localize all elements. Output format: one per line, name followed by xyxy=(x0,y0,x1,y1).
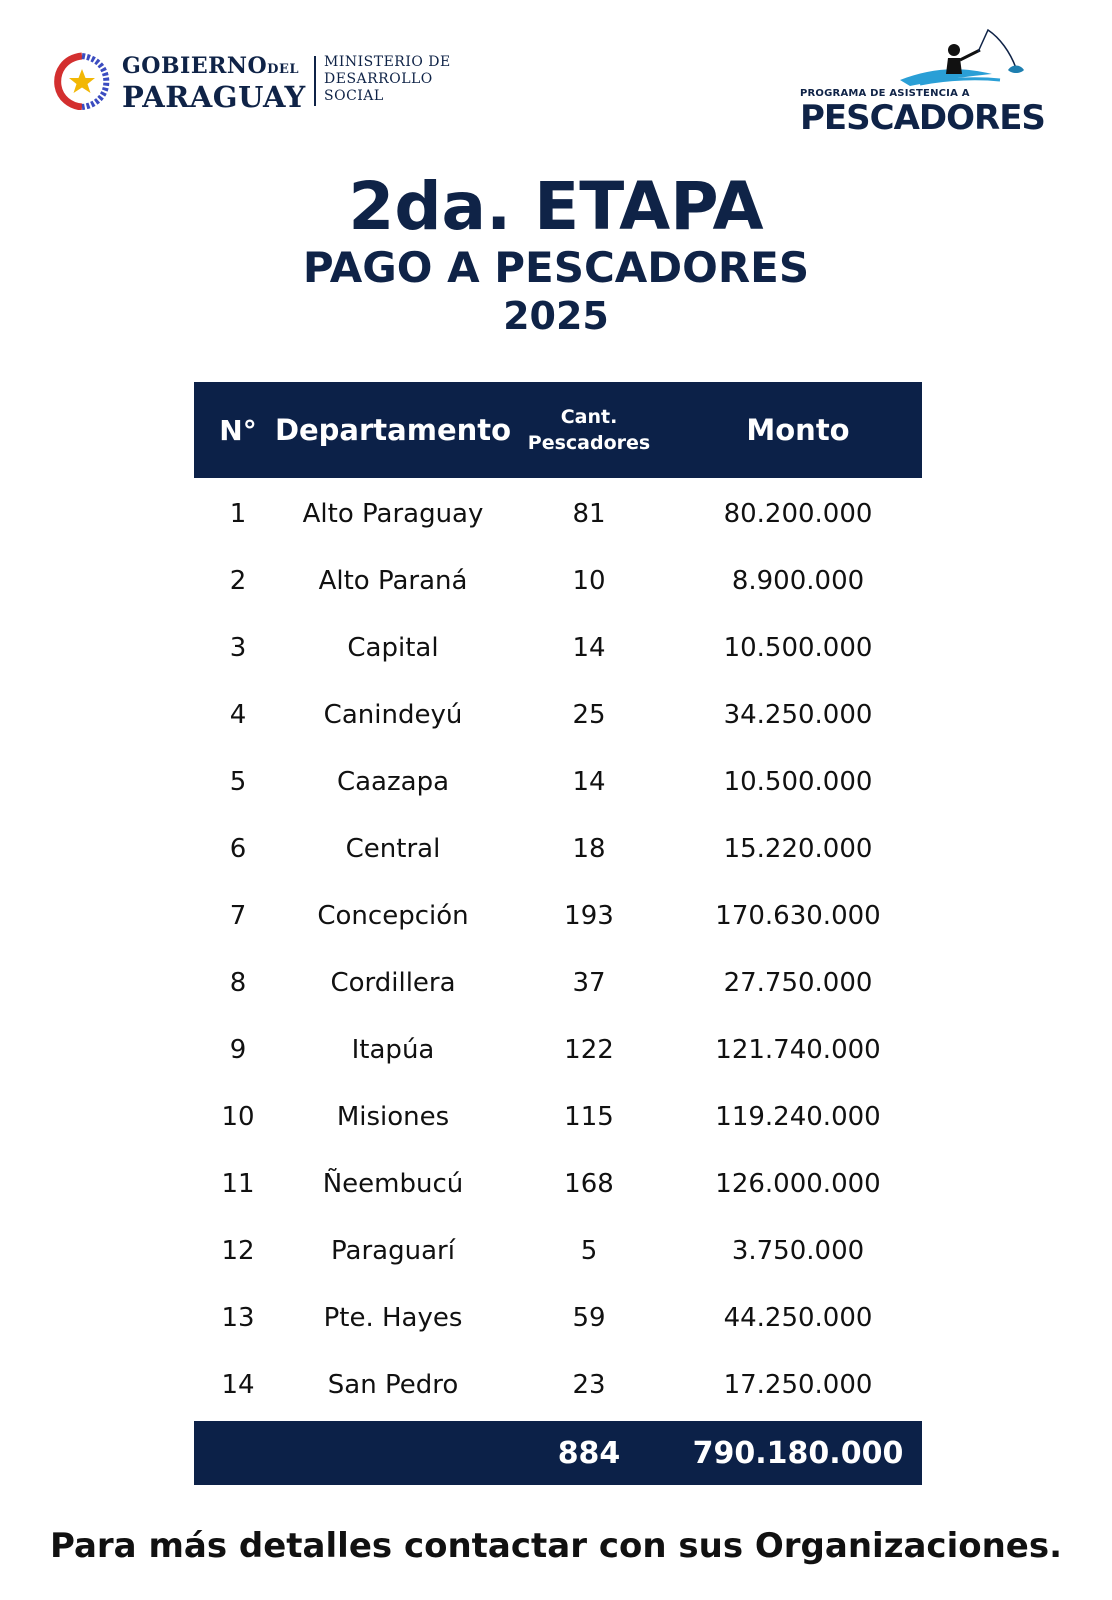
row-num: 1 xyxy=(229,498,247,529)
ministry-line-1: MINISTERIO DE xyxy=(324,54,451,70)
program-title: PESCADORES xyxy=(800,98,1045,138)
table-row xyxy=(194,1083,922,1150)
row-departamento: Central xyxy=(345,833,441,864)
table-row xyxy=(194,547,922,614)
row-monto: 10.500.000 xyxy=(723,766,873,797)
logo-divider xyxy=(314,56,316,106)
row-num: 8 xyxy=(229,967,247,998)
government-name xyxy=(122,54,306,112)
row-departamento: Alto Paraná xyxy=(318,565,468,596)
row-cant: 115 xyxy=(564,1101,614,1132)
row-num: 12 xyxy=(221,1235,255,1266)
header-monto: Monto xyxy=(746,413,850,447)
page-year: 2025 xyxy=(503,294,609,338)
page-subtitle: PAGO A PESCADORES xyxy=(302,243,810,292)
table-row xyxy=(194,1016,922,1083)
row-num: 7 xyxy=(229,900,247,931)
table-row xyxy=(194,614,922,681)
table-row xyxy=(194,480,922,547)
row-cant: 168 xyxy=(564,1168,614,1199)
gov-gobierno-text: GOBIERNO xyxy=(122,53,268,79)
table-row xyxy=(194,1150,922,1217)
program-logo xyxy=(800,28,1045,138)
gov-paraguay-text: PARAGUAY xyxy=(122,80,306,114)
row-monto: 44.250.000 xyxy=(723,1302,873,1333)
row-departamento: Canindeyú xyxy=(323,699,463,730)
row-cant: 59 xyxy=(572,1302,606,1333)
row-cant: 14 xyxy=(572,632,606,663)
table-row xyxy=(194,949,922,1016)
row-cant: 81 xyxy=(572,498,606,529)
payments-table xyxy=(194,382,922,1485)
row-cant: 5 xyxy=(580,1235,598,1266)
row-departamento: Misiones xyxy=(336,1101,450,1132)
row-monto: 121.740.000 xyxy=(715,1034,881,1065)
header-cant-line2: Pescadores xyxy=(527,432,651,454)
row-cant: 193 xyxy=(564,900,614,931)
ministry-line-3: SOCIAL xyxy=(324,88,384,104)
row-departamento: San Pedro xyxy=(327,1369,459,1400)
table-row xyxy=(194,681,922,748)
row-num: 14 xyxy=(221,1369,255,1400)
row-monto: 80.200.000 xyxy=(723,498,873,529)
row-cant: 18 xyxy=(572,833,606,864)
row-departamento: Caazapa xyxy=(336,766,450,797)
table-header xyxy=(194,382,922,478)
row-num: 9 xyxy=(229,1034,247,1065)
row-monto: 34.250.000 xyxy=(723,699,873,730)
program-subtitle: PROGRAMA DE ASISTENCIA A xyxy=(800,88,970,99)
row-monto: 170.630.000 xyxy=(715,900,881,931)
row-cant: 14 xyxy=(572,766,606,797)
row-monto: 126.000.000 xyxy=(715,1168,881,1199)
ministry-name xyxy=(324,54,451,105)
table-row xyxy=(194,1284,922,1351)
row-cant: 25 xyxy=(572,699,606,730)
row-num: 6 xyxy=(229,833,247,864)
row-cant: 122 xyxy=(564,1034,614,1065)
row-num: 11 xyxy=(221,1168,255,1199)
row-cant: 37 xyxy=(572,967,606,998)
table-row xyxy=(194,748,922,815)
gov-del-text: DEL xyxy=(267,62,299,77)
ministry-line-2: DESARROLLO xyxy=(324,71,433,87)
row-departamento: Capital xyxy=(347,632,439,663)
row-num: 3 xyxy=(229,632,247,663)
row-num: 10 xyxy=(221,1101,255,1132)
row-departamento: Ñeembucú xyxy=(322,1168,464,1199)
footer-note: Para más detalles contactar con sus Organizaciones. xyxy=(49,1526,1063,1566)
row-monto: 119.240.000 xyxy=(715,1101,881,1132)
row-monto: 15.220.000 xyxy=(723,833,873,864)
header-cant-line1: Cant. xyxy=(560,406,618,428)
row-departamento: Alto Paraguay xyxy=(302,498,484,529)
government-logo xyxy=(52,52,472,112)
row-departamento: Cordillera xyxy=(330,967,456,998)
row-departamento: Pte. Hayes xyxy=(323,1302,463,1333)
paraguay-seal-icon xyxy=(52,52,112,110)
row-num: 5 xyxy=(229,766,247,797)
row-cant: 10 xyxy=(572,565,606,596)
row-departamento: Paraguarí xyxy=(331,1235,455,1266)
row-monto: 10.500.000 xyxy=(723,632,873,663)
row-departamento: Concepción xyxy=(317,900,469,931)
row-departamento: Itapúa xyxy=(351,1034,435,1065)
header-num: N° xyxy=(219,413,257,447)
header-cant-pescadores xyxy=(504,382,674,478)
row-num: 4 xyxy=(229,699,247,730)
row-monto: 17.250.000 xyxy=(723,1369,873,1400)
row-monto: 3.750.000 xyxy=(731,1235,865,1266)
header-departamento: Departamento xyxy=(274,413,512,447)
table-row xyxy=(194,815,922,882)
table-body xyxy=(194,480,922,1418)
table-row xyxy=(194,1217,922,1284)
table-totals xyxy=(194,1421,922,1485)
total-monto: 790.180.000 xyxy=(692,1435,904,1471)
row-monto: 8.900.000 xyxy=(731,565,865,596)
total-cant: 884 xyxy=(557,1435,621,1471)
table-row xyxy=(194,1351,922,1418)
table-row xyxy=(194,882,922,949)
page-title: 2da. ETAPA xyxy=(348,168,764,245)
row-num: 13 xyxy=(221,1302,255,1333)
row-num: 2 xyxy=(229,565,247,596)
row-cant: 23 xyxy=(572,1369,606,1400)
row-monto: 27.750.000 xyxy=(723,967,873,998)
